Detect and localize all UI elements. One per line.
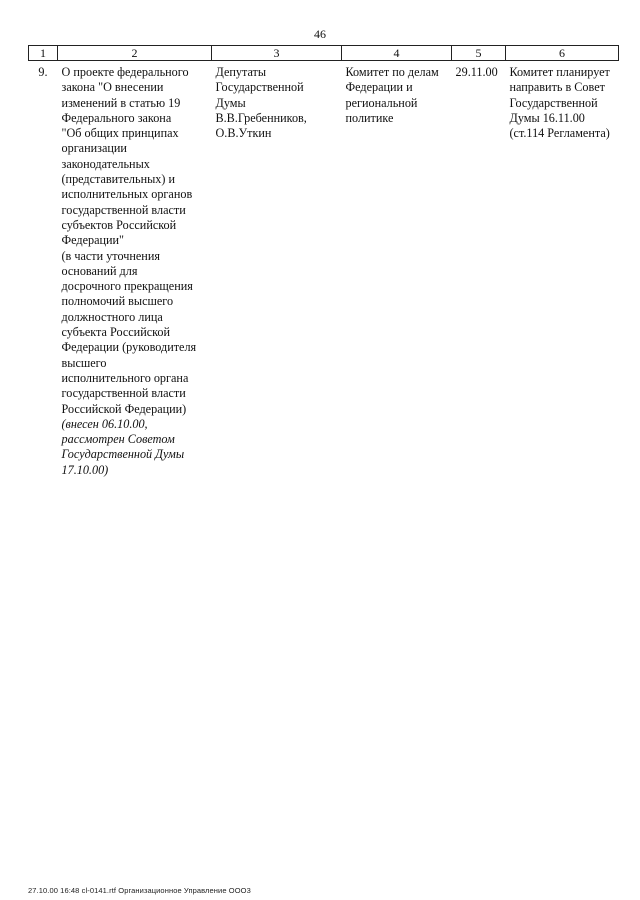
text-line: высшего bbox=[61, 355, 107, 370]
text-line: Федерации и bbox=[345, 80, 413, 95]
text-line: рассмотрен Советом bbox=[61, 432, 175, 447]
text-line: государственной власти bbox=[61, 202, 186, 217]
text-line: 17.10.00) bbox=[61, 462, 109, 477]
text-line: О проекте федерального bbox=[61, 65, 189, 79]
bill-title bbox=[62, 65, 208, 417]
text-line: Депутаты bbox=[215, 65, 267, 79]
agenda-table bbox=[28, 45, 619, 478]
text-line: Комитет по делам bbox=[345, 65, 439, 79]
text-line: субъектов Российской bbox=[61, 217, 177, 232]
column-header-5: 5 bbox=[452, 46, 506, 61]
table-row bbox=[29, 61, 619, 479]
date-cell bbox=[452, 61, 506, 479]
text-line: организации bbox=[61, 141, 127, 156]
bill-authors bbox=[216, 65, 338, 141]
header-row bbox=[29, 46, 619, 61]
text-line: Федерального закона bbox=[61, 110, 172, 125]
column-header-3: 3 bbox=[212, 46, 342, 61]
text-line: (представительных) и bbox=[61, 172, 176, 187]
text-line: Федерации (руководителя bbox=[61, 340, 197, 355]
text-line: государственной власти bbox=[61, 386, 186, 401]
deadline-date: 29.11.00 bbox=[455, 65, 498, 79]
text-line: исполнительных органов bbox=[61, 187, 193, 202]
text-line: (внесен 06.10.00, bbox=[61, 416, 148, 431]
text-line: Думы 16.11.00 bbox=[509, 110, 585, 125]
plan-cell bbox=[506, 61, 619, 479]
text-line: (в части уточнения bbox=[61, 248, 160, 263]
text-line: Государственной bbox=[215, 80, 304, 95]
text-line: В.В.Гребенников, bbox=[215, 110, 307, 125]
column-header-1: 1 bbox=[29, 46, 58, 61]
responsible-committee bbox=[346, 65, 448, 126]
committee-cell bbox=[342, 61, 452, 479]
bill-title-cell bbox=[58, 61, 212, 479]
text-line: исполнительного органа bbox=[61, 370, 189, 385]
text-line: Федерации" bbox=[61, 233, 125, 248]
text-line: должностного лица bbox=[61, 309, 163, 324]
column-header-6: 6 bbox=[506, 46, 619, 61]
page-number: 46 bbox=[314, 27, 326, 41]
text-line: субъекта Российской bbox=[61, 325, 171, 340]
text-line: законодательных bbox=[61, 156, 150, 171]
committee-plan bbox=[510, 65, 615, 141]
text-line: досрочного прекращения bbox=[61, 279, 193, 294]
text-line: Российской Федерации) bbox=[61, 401, 187, 416]
text-line: "Об общих принципах bbox=[61, 126, 179, 141]
document-footer: 27.10.00 16:48 cl-0141.rtf Организационное Управление ООО3 bbox=[28, 886, 251, 895]
text-line: Думы bbox=[215, 95, 246, 110]
text-line: Комитет планирует bbox=[509, 65, 610, 79]
column-header-2: 2 bbox=[58, 46, 212, 61]
text-line: оснований для bbox=[61, 263, 138, 278]
text-line: полномочий высшего bbox=[61, 294, 174, 309]
text-line: Государственной bbox=[509, 95, 598, 110]
text-line: О.В.Уткин bbox=[215, 126, 272, 141]
column-header-4: 4 bbox=[342, 46, 452, 61]
bill-note bbox=[62, 417, 208, 478]
text-line: политике bbox=[345, 110, 394, 125]
text-line: региональной bbox=[345, 95, 418, 110]
text-line: (ст.114 Регламента) bbox=[509, 126, 610, 141]
text-line: Государственной Думы bbox=[61, 447, 185, 462]
text-line: направить в Совет bbox=[509, 80, 605, 95]
text-line: закона "О внесении bbox=[61, 80, 164, 95]
row-number: 9. bbox=[38, 65, 48, 79]
text-line: изменений в статью 19 bbox=[61, 95, 181, 110]
authors-cell bbox=[212, 61, 342, 479]
